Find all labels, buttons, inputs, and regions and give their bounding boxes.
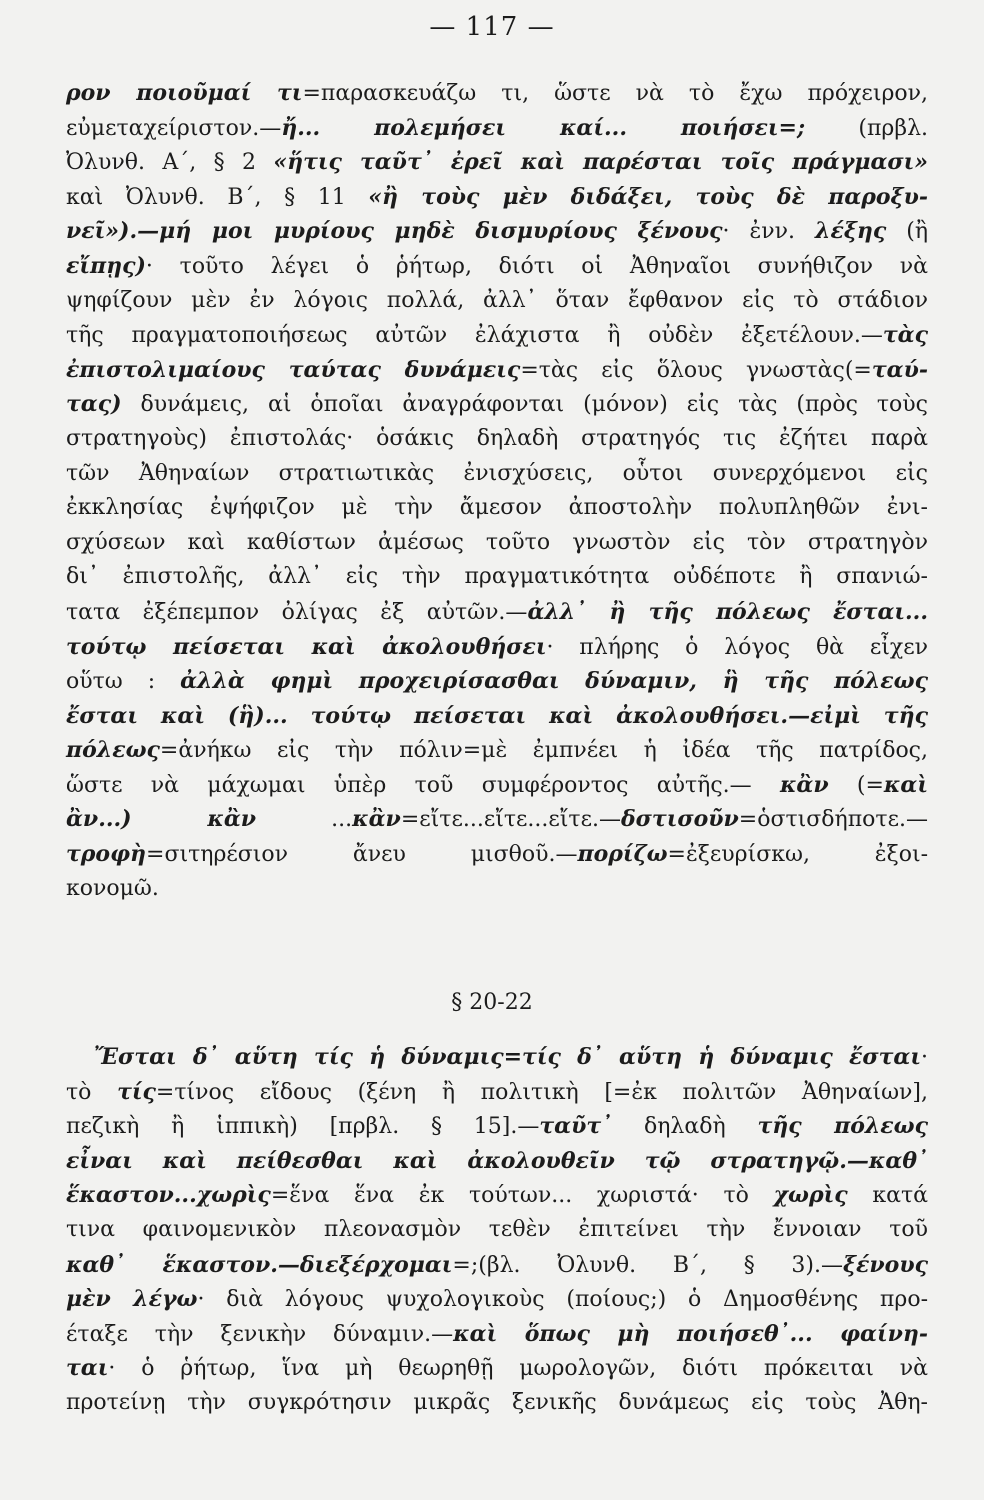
- text-line: [66, 145, 928, 180]
- text-line: [66, 872, 928, 907]
- lemma-text: τὰς: [882, 322, 928, 349]
- text-line: [66, 630, 928, 665]
- body-text: τατα ἐξέπεμπον ὀλίγας ἐξ αὐτῶν.—: [66, 599, 528, 625]
- lemma-text: ἔσται καὶ (ἣ)... τούτῳ πείσεται καὶ ἀκολουθήσει.—εἰμὶ τῆς: [66, 702, 928, 729]
- text-line: [66, 387, 928, 422]
- body-text: δηλαδὴ: [612, 1114, 758, 1140]
- body-text: (ἢ: [886, 219, 929, 245]
- lemma-text: τροφὴ: [66, 841, 147, 868]
- body-text: · ἐνν.: [722, 219, 816, 245]
- body-text: ἐκκλησίας ἐψήφιζον μὲ τὴν ἄμεσον ἀποστολὴν πολυπληθῶν ἐνι-: [66, 495, 928, 521]
- lemma-text: τας): [66, 391, 122, 418]
- lemma-text: τούτῳ πείσεται καὶ ἀκολουθήσει: [66, 633, 547, 660]
- lemma-text: εἶναι καὶ πείθεσθαι καὶ ἀκολουθεῖν τῷ στρατηγῷ.—καθ᾿: [66, 1147, 928, 1174]
- lemma-text: ρον ποιοῦμαί τι: [66, 80, 303, 106]
- text-line: [66, 560, 928, 595]
- lemma-text: νεῖ»).—μή μοι μυρίους μηδὲ δισμυρίους ξένους: [66, 218, 723, 245]
- body-text: ψηφίζουν μὲν ἐν λόγοις πολλά, ἀλλ᾿ ὅταν ἔφθανον εἰς τὸ στάδιον: [66, 287, 928, 313]
- lemma-text: κἂν: [352, 806, 401, 833]
- text-line: [66, 180, 928, 215]
- text-line: [66, 768, 928, 803]
- text-line: [66, 422, 928, 457]
- body-text: ·: [921, 1045, 928, 1070]
- body-text: =τὰς εἰς ὅλους γνωστὰς(=: [520, 357, 872, 383]
- section-heading: § 20-22: [451, 990, 533, 1015]
- body-text: στρατηγοὺς) ἐπιστολάς· ὁσάκις δηλαδὴ στρατηγός τις ἐζήτει παρὰ: [66, 425, 928, 451]
- text-line: [66, 526, 928, 561]
- lemma-text: ἂν...) κἂν: [66, 806, 257, 833]
- body-text: ...: [256, 807, 353, 833]
- text-line: [66, 353, 928, 388]
- lemma-text: τῆς πόλεως: [757, 1113, 929, 1140]
- lemma-text: λέξης: [815, 218, 887, 245]
- body-text: κονομῶ.: [66, 875, 159, 901]
- body-text: (=: [828, 772, 884, 798]
- body-text: =ὁστισδήποτε.—: [738, 807, 928, 833]
- lemma-text: «ἢ τοὺς μὲν διδάξει, τοὺς δὲ παροξυ-: [368, 183, 928, 210]
- body-text: τὸ: [66, 1079, 118, 1105]
- body-text: =τίνος εἴδους (ξένη ἢ πολιτικὴ [=ἐκ πολιτῶν Ἀθηναίων],: [155, 1079, 928, 1105]
- text-line: [66, 491, 928, 526]
- body-text: ὥστε νὰ μάχωμαι ὑπὲρ τοῦ συμφέροντος αὐτῆς.—: [66, 772, 780, 798]
- lemma-text: ἀλλ᾿ ἢ τῆς πόλεως ἔσται...: [527, 598, 928, 625]
- text-line: [66, 595, 928, 630]
- text-line: [66, 1144, 928, 1179]
- text-line: [66, 1213, 928, 1248]
- commentary-text-block-2: [66, 1040, 928, 1421]
- body-text: εὐμεταχείριστον.—: [66, 115, 282, 141]
- body-text: (πρβλ.: [805, 115, 929, 141]
- lemma-text: ἀλλὰ φημὶ προχειρίσασθαι δύναμιν, ἣ τῆς πόλεως: [180, 668, 928, 695]
- text-line: [66, 1075, 928, 1110]
- text-line: [66, 1386, 928, 1421]
- text-line: [66, 284, 928, 319]
- lemma-text: καθ᾿ ἕκαστον.—διεξέρχομαι: [66, 1251, 453, 1278]
- lemma-text: ταῦτ᾿: [539, 1113, 613, 1140]
- body-text: δυνάμεις, αἱ ὁποῖαι ἀναγράφονται (μόνον) εἰς τὰς (πρὸς τοὺς: [121, 392, 928, 418]
- body-text: καὶ Ὀλυνθ. Β΄, § 11: [66, 184, 369, 210]
- commentary-text-block-1: [66, 76, 928, 906]
- body-text: · τοῦτο λέγει ὁ ῥήτωρ, διότι οἱ Ἀθηναῖοι συνήθιζον νὰ: [145, 253, 928, 279]
- lemma-text: καὶ: [883, 771, 928, 798]
- body-text: πεζικὴ ἢ ἱππικὴ) [πρβλ. § 15].—: [66, 1114, 540, 1140]
- text-line: [66, 111, 928, 146]
- text-line: [66, 1282, 928, 1317]
- text-line: [66, 249, 928, 284]
- body-text: τινα φαινομενικὸν πλεονασμὸν τεθὲν ἐπιτείνει τὴν ἔννοιαν τοῦ: [66, 1216, 928, 1242]
- lemma-text: ἤ... πολεμήσει καί... ποιήσει=;: [281, 114, 806, 141]
- lemma-text: ξένους: [842, 1251, 928, 1278]
- text-line: [66, 837, 928, 872]
- text-line: [66, 733, 928, 768]
- text-line: [66, 1040, 928, 1075]
- text-line: [66, 1109, 928, 1144]
- body-text: τῆς πραγματοποιήσεως αὐτῶν ἐλάχιστα ἢ οὐδὲν ἐξετέλουν.—: [66, 323, 883, 349]
- text-line: [66, 1178, 928, 1213]
- lemma-text: δστισοῦν: [621, 806, 739, 833]
- lemma-text: ἕκαστον...χωρὶς: [66, 1182, 271, 1209]
- body-text: · διὰ λόγους ψυχολογικοὺς (ποίους;) ὁ Δημοσθένης προ-: [197, 1287, 928, 1313]
- body-text: =σιτηρέσιον ἄνευ μισθοῦ.—: [146, 842, 578, 868]
- body-text: σχύσεων καὶ καθίστων ἀμέσως τοῦτο γνωστὸν εἰς τὸν στρατηγὸν: [66, 529, 928, 555]
- body-text: =;(βλ. Ὀλυνθ. Β΄, § 3).—: [452, 1252, 843, 1278]
- body-text: =εἴτε...εἴτε...εἴτε.—: [400, 807, 621, 833]
- lemma-text: πόλεως: [66, 737, 160, 764]
- body-text: =ἀνήκω εἰς τὴν πόλιν=μὲ ἐμπνέει ἡ ἰδέα τῆς πατρίδος,: [159, 738, 928, 764]
- body-text: =παρασκευάζω τι, ὥστε νὰ τὸ ἔχω πρόχειρον,: [302, 81, 928, 106]
- text-line: [66, 1317, 928, 1352]
- lemma-text: πορίζω: [577, 841, 668, 868]
- text-line: [66, 1248, 928, 1283]
- lemma-text: τίς: [117, 1078, 156, 1105]
- lemma-text: «ἥτις ταῦτ᾿ ἐρεῖ καὶ παρέσται τοῖς πράγμασι»: [273, 149, 928, 176]
- lemma-text: εἴπῃς): [66, 252, 146, 279]
- lemma-text: Ἔσται δ᾿ αὕτη τίς ἡ δύναμις=τίς δ᾿ αὕτη ἡ δύναμις ἔσται: [94, 1044, 921, 1070]
- text-line: [66, 214, 928, 249]
- body-text: δι᾿ ἐπιστολῆς, ἀλλ᾿ εἰς τὴν πραγματικότητα οὐδέποτε ἢ σπανιώ-: [66, 564, 928, 590]
- lemma-text: ταύ-: [871, 356, 928, 383]
- body-text: · ὁ ῥήτωρ, ἵνα μὴ θεωρηθῇ μωρολογῶν, διότι πρόκειται νὰ: [108, 1356, 928, 1382]
- lemma-text: μὲν λέγω: [66, 1286, 198, 1313]
- body-text: προτείνῃ τὴν συγκρότησιν μικρᾶς ξενικῆς δυνάμεως εἰς τοὺς Ἀθη-: [66, 1389, 928, 1415]
- body-text: · πλήρης ὁ λόγος θὰ εἶχεν: [546, 634, 928, 660]
- body-text: τῶν Ἀθηναίων στρατιωτικὰς ἐνισχύσεις, οὗτοι συνερχόμενοι εἰς: [66, 460, 928, 486]
- text-line: [66, 802, 928, 837]
- body-text: έταξε τὴν ξενικὴν δύναμιν.—: [66, 1321, 454, 1347]
- text-line: [66, 699, 928, 734]
- lemma-text: ἐπιστολιμαίους ταύτας δυνάμεις: [66, 356, 521, 383]
- body-text: =ἕνα ἕνα ἐκ τούτων... χωριστά· τὸ: [270, 1183, 774, 1209]
- body-text: οὕτω :: [66, 669, 181, 695]
- text-line: [66, 664, 928, 699]
- text-line: [66, 318, 928, 353]
- lemma-text: κἂν: [779, 771, 829, 798]
- body-text: =ἐξευρίσκω, ἐξοι-: [667, 842, 928, 868]
- text-line: [66, 1351, 928, 1386]
- text-line: [66, 457, 928, 492]
- lemma-text: καὶ ὅπως μὴ ποιήσεθ᾿... φαίνη-: [453, 1320, 929, 1347]
- body-text: Ὀλυνθ. Α΄, § 2: [66, 150, 274, 176]
- page-number: — 117 —: [429, 12, 555, 42]
- body-text: κατά: [847, 1183, 928, 1209]
- lemma-text: χωρὶς: [773, 1182, 848, 1209]
- text-line: [66, 76, 928, 111]
- lemma-text: ται: [66, 1355, 109, 1382]
